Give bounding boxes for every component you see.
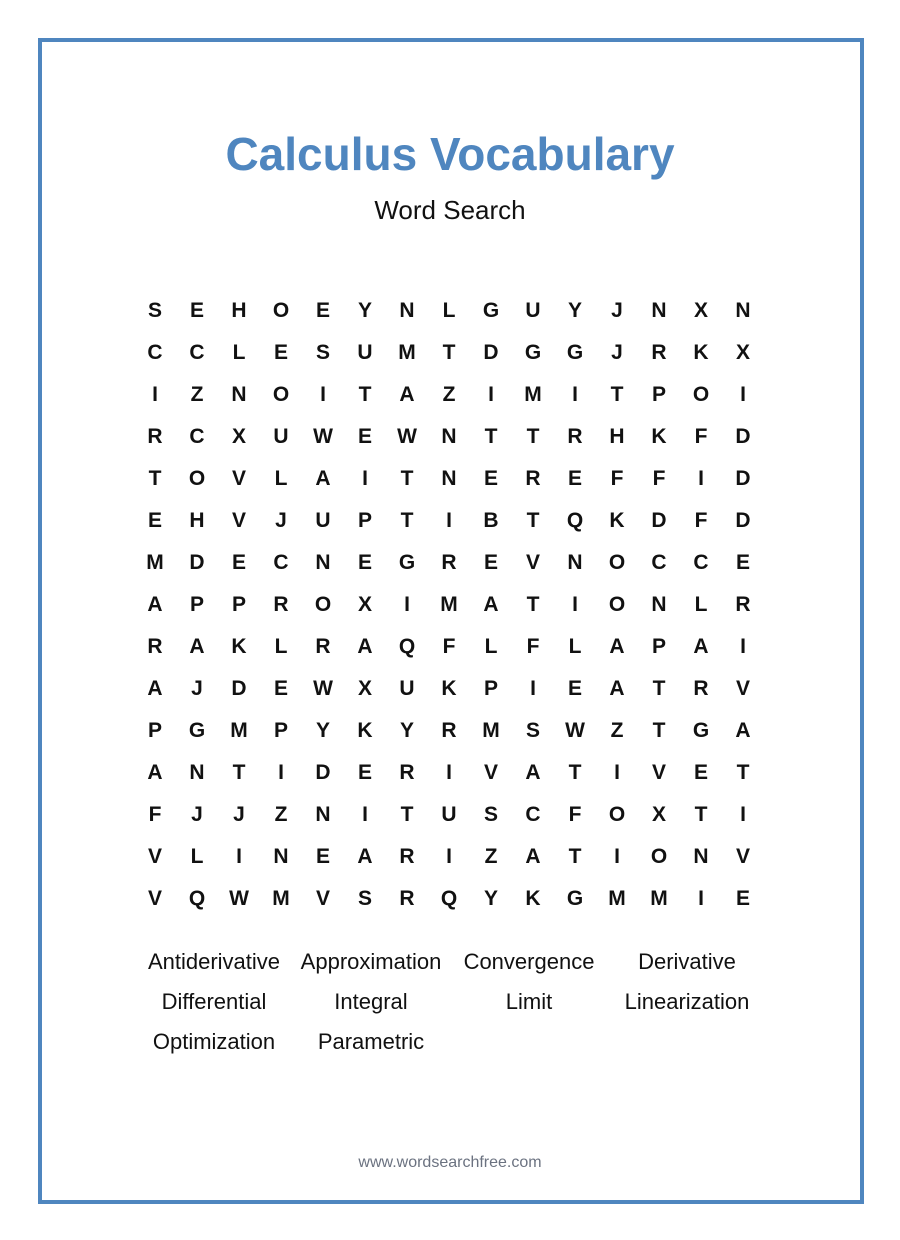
grid-cell[interactable]: R xyxy=(273,593,289,616)
grid-cell[interactable]: N xyxy=(651,299,667,322)
grid-cell[interactable]: I xyxy=(698,887,704,910)
grid-cell[interactable]: E xyxy=(357,425,372,448)
grid-cell[interactable]: K xyxy=(525,887,541,910)
grid-cell[interactable]: I xyxy=(236,845,242,868)
grid-cell[interactable]: N xyxy=(315,803,331,826)
grid-cell[interactable]: C xyxy=(525,803,541,826)
grid-cell[interactable]: O xyxy=(272,383,290,406)
grid-cell[interactable]: O xyxy=(314,593,332,616)
grid-cell[interactable]: N xyxy=(735,299,751,322)
grid-cell[interactable]: O xyxy=(650,845,668,868)
grid-cell[interactable]: R xyxy=(147,425,163,448)
grid-cell[interactable]: F xyxy=(148,803,162,826)
grid-cell[interactable]: N xyxy=(567,551,583,574)
grid-cell[interactable]: T xyxy=(568,845,582,868)
grid-cell[interactable]: I xyxy=(614,845,620,868)
grid-cell[interactable]: L xyxy=(568,635,582,658)
grid-cell[interactable]: P xyxy=(357,509,372,532)
grid-cell[interactable]: D xyxy=(735,425,751,448)
grid-cell[interactable]: S xyxy=(315,341,330,364)
word-list xyxy=(136,942,766,1062)
grid-cell[interactable]: V xyxy=(231,509,246,532)
grid-cell[interactable]: R xyxy=(525,467,541,490)
grid-cell[interactable]: T xyxy=(400,467,414,490)
grid-cell[interactable]: V xyxy=(525,551,540,574)
grid-cell[interactable]: P xyxy=(483,677,498,700)
grid-cell[interactable]: T xyxy=(484,425,498,448)
grid-cell[interactable]: G xyxy=(398,551,416,574)
grid-cell[interactable]: I xyxy=(278,761,284,784)
grid-cell[interactable]: M xyxy=(482,719,500,742)
grid-cell[interactable]: A xyxy=(147,677,163,700)
grid-cell[interactable]: Y xyxy=(315,719,330,742)
grid-cell[interactable]: I xyxy=(320,383,326,406)
grid-cell[interactable]: R xyxy=(735,593,751,616)
grid-cell[interactable]: C xyxy=(147,341,163,364)
grid-cell[interactable]: T xyxy=(694,803,708,826)
grid-cell[interactable]: D xyxy=(483,341,499,364)
grid-cell[interactable]: I xyxy=(404,593,410,616)
word-list-item: Integral xyxy=(334,989,408,1014)
grid-cell[interactable]: Y xyxy=(357,299,372,322)
grid-cell[interactable]: A xyxy=(147,761,163,784)
grid-cell[interactable]: T xyxy=(526,593,540,616)
grid-cell[interactable]: M xyxy=(524,383,542,406)
grid-cell[interactable]: M xyxy=(440,593,458,616)
grid-cell[interactable]: E xyxy=(315,845,330,868)
grid-cell[interactable]: M xyxy=(146,551,164,574)
grid-cell[interactable]: N xyxy=(231,383,247,406)
letter-grid xyxy=(134,290,764,920)
grid-cell[interactable]: I xyxy=(446,761,452,784)
grid-cell[interactable]: E xyxy=(315,299,330,322)
grid-cell[interactable]: E xyxy=(483,467,498,490)
grid-cell[interactable]: D xyxy=(735,509,751,532)
grid-cell[interactable]: U xyxy=(315,509,331,532)
grid-cell[interactable]: Z xyxy=(484,845,498,868)
grid-cell[interactable]: T xyxy=(358,383,372,406)
grid-cell[interactable]: A xyxy=(735,719,751,742)
grid-cell[interactable]: I xyxy=(362,467,368,490)
grid-cell[interactable]: R xyxy=(651,341,667,364)
grid-cell[interactable]: X xyxy=(231,425,246,448)
grid-cell[interactable]: T xyxy=(526,509,540,532)
grid-cell[interactable]: K xyxy=(609,509,625,532)
grid-cell[interactable]: E xyxy=(357,761,372,784)
grid-cell[interactable]: T xyxy=(610,383,624,406)
grid-cell[interactable]: E xyxy=(189,299,204,322)
grid-cell[interactable]: R xyxy=(441,551,457,574)
grid-cell[interactable]: G xyxy=(482,299,500,322)
grid-cell[interactable]: P xyxy=(273,719,288,742)
grid-cell[interactable]: M xyxy=(272,887,290,910)
grid-cell[interactable]: A xyxy=(525,761,541,784)
grid-cell[interactable]: O xyxy=(692,383,710,406)
grid-cell[interactable]: G xyxy=(566,887,584,910)
grid-cell[interactable]: C xyxy=(189,425,205,448)
grid-cell[interactable]: D xyxy=(651,509,667,532)
grid-cell[interactable]: X xyxy=(651,803,666,826)
grid-cell[interactable]: W xyxy=(313,677,333,700)
grid-cell[interactable]: I xyxy=(740,803,746,826)
grid-cell[interactable]: K xyxy=(651,425,667,448)
grid-cell[interactable]: U xyxy=(357,341,373,364)
word-list-item: Approximation xyxy=(300,949,442,974)
word-list-item: Linearization xyxy=(624,989,750,1014)
grid-cell[interactable]: E xyxy=(567,677,582,700)
grid-cell[interactable]: F xyxy=(568,803,582,826)
grid-cell[interactable]: G xyxy=(188,719,206,742)
grid-cell[interactable]: E xyxy=(735,551,750,574)
grid-cell[interactable]: T xyxy=(526,425,540,448)
grid-cell[interactable]: H xyxy=(189,509,205,532)
grid-cell[interactable]: V xyxy=(735,845,750,868)
grid-cell[interactable]: K xyxy=(357,719,373,742)
grid-cell[interactable]: D xyxy=(315,761,331,784)
grid-cell[interactable]: G xyxy=(692,719,710,742)
grid-cell[interactable]: U xyxy=(525,299,541,322)
grid-cell[interactable]: Z xyxy=(610,719,624,742)
grid-cell[interactable]: J xyxy=(233,803,245,826)
grid-cell[interactable]: O xyxy=(188,467,206,490)
grid-cell[interactable]: J xyxy=(191,677,203,700)
grid-cell[interactable]: M xyxy=(398,341,416,364)
grid-cell[interactable]: M xyxy=(650,887,668,910)
page-subtitle: Word Search xyxy=(374,195,526,225)
grid-cell[interactable]: A xyxy=(189,635,205,658)
grid-cell[interactable]: I xyxy=(362,803,368,826)
grid-cell[interactable]: V xyxy=(147,845,162,868)
grid-cell[interactable]: T xyxy=(652,677,666,700)
grid-cell[interactable]: J xyxy=(275,509,287,532)
grid-cell[interactable]: W xyxy=(313,425,333,448)
grid-cell[interactable]: C xyxy=(651,551,667,574)
grid-cell[interactable]: R xyxy=(399,845,415,868)
grid-cell[interactable]: T xyxy=(232,761,246,784)
grid-cell[interactable]: Q xyxy=(566,509,584,532)
grid-cell[interactable]: F xyxy=(442,635,456,658)
grid-cell[interactable]: I xyxy=(152,383,158,406)
grid-cell[interactable]: A xyxy=(609,677,625,700)
grid-cell[interactable]: S xyxy=(483,803,498,826)
grid-cell[interactable]: C xyxy=(189,341,205,364)
grid-cell[interactable]: T xyxy=(568,761,582,784)
grid-cell[interactable]: F xyxy=(526,635,540,658)
grid-cell[interactable]: D xyxy=(189,551,205,574)
grid-cell[interactable]: I xyxy=(572,593,578,616)
grid-cell[interactable]: L xyxy=(274,467,288,490)
grid-cell[interactable]: I xyxy=(530,677,536,700)
grid-cell[interactable]: S xyxy=(525,719,540,742)
grid-cell[interactable]: O xyxy=(608,593,626,616)
grid-cell[interactable]: Z xyxy=(190,383,204,406)
grid-cell[interactable]: N xyxy=(651,593,667,616)
grid-cell[interactable]: X xyxy=(735,341,750,364)
grid-cell[interactable]: I xyxy=(572,383,578,406)
grid-cell[interactable]: A xyxy=(357,845,373,868)
grid-cell[interactable]: N xyxy=(399,299,415,322)
grid-cell[interactable]: Z xyxy=(274,803,288,826)
grid-cell[interactable]: A xyxy=(147,593,163,616)
grid-cell[interactable]: H xyxy=(609,425,625,448)
grid-cell[interactable]: R xyxy=(315,635,331,658)
grid-cell[interactable]: R xyxy=(399,761,415,784)
grid-cell[interactable]: C xyxy=(273,551,289,574)
grid-cell[interactable]: A xyxy=(483,593,499,616)
word-list-item: Antiderivative xyxy=(147,949,281,974)
grid-cell[interactable]: U xyxy=(399,677,415,700)
grid-cell[interactable]: O xyxy=(608,803,626,826)
grid-cell[interactable]: N xyxy=(273,845,289,868)
grid-cell[interactable]: V xyxy=(735,677,750,700)
grid-cell[interactable]: V xyxy=(231,467,246,490)
grid-cell[interactable]: Q xyxy=(440,887,458,910)
grid-cell[interactable]: V xyxy=(483,761,498,784)
word-list-item: Optimization xyxy=(152,1029,276,1054)
grid-cell[interactable]: A xyxy=(609,635,625,658)
grid-cell[interactable]: N xyxy=(441,425,457,448)
grid-cell[interactable]: J xyxy=(611,299,623,322)
grid-cell[interactable]: E xyxy=(273,677,288,700)
grid-cell[interactable]: D xyxy=(735,467,751,490)
footer-site[interactable]: www.wordsearchfree.com xyxy=(358,1154,542,1171)
grid-cell[interactable]: E xyxy=(567,467,582,490)
grid-cell[interactable]: X xyxy=(357,677,372,700)
grid-cell[interactable]: T xyxy=(652,719,666,742)
page-title: Calculus Vocabulary xyxy=(225,128,675,180)
grid-cell[interactable]: E xyxy=(147,509,162,532)
grid-cell[interactable]: D xyxy=(231,677,247,700)
grid-cell[interactable]: Y xyxy=(399,719,414,742)
grid-cell[interactable]: P xyxy=(651,635,666,658)
grid-cell[interactable]: L xyxy=(274,635,288,658)
grid-cell[interactable]: N xyxy=(189,761,205,784)
grid-cell[interactable]: W xyxy=(229,887,249,910)
grid-cell[interactable]: E xyxy=(483,551,498,574)
grid-cell[interactable]: Y xyxy=(567,299,582,322)
grid-cell[interactable]: F xyxy=(694,509,708,532)
grid-cell[interactable]: L xyxy=(484,635,498,658)
grid-cell[interactable]: S xyxy=(357,887,372,910)
grid-cell[interactable]: U xyxy=(441,803,457,826)
grid-cell[interactable]: X xyxy=(693,299,708,322)
grid-cell[interactable]: T xyxy=(400,509,414,532)
grid-cell[interactable]: O xyxy=(608,551,626,574)
word-list-item: Limit xyxy=(505,989,553,1014)
grid-cell[interactable]: Y xyxy=(483,887,498,910)
grid-cell[interactable]: P xyxy=(189,593,204,616)
grid-cell[interactable]: L xyxy=(190,845,204,868)
grid-cell[interactable]: U xyxy=(273,425,289,448)
grid-cell[interactable]: I xyxy=(614,761,620,784)
grid-cell[interactable]: P xyxy=(651,383,666,406)
word-list-item: Convergence xyxy=(463,949,595,974)
grid-cell[interactable]: V xyxy=(651,761,666,784)
grid-cell[interactable]: I xyxy=(740,383,746,406)
word-list-item: Differential xyxy=(161,989,267,1014)
grid-cell[interactable]: A xyxy=(525,845,541,868)
grid-cell[interactable]: R xyxy=(567,425,583,448)
grid-cell[interactable]: K xyxy=(231,635,247,658)
grid-cell[interactable]: E xyxy=(357,551,372,574)
grid-cell[interactable]: A xyxy=(357,635,373,658)
grid-cell[interactable]: Q xyxy=(188,887,206,910)
grid-cell[interactable]: I xyxy=(740,635,746,658)
grid-cell[interactable]: P xyxy=(231,593,246,616)
grid-cell[interactable]: W xyxy=(397,425,417,448)
grid-cell[interactable]: M xyxy=(608,887,626,910)
grid-cell[interactable]: J xyxy=(191,803,203,826)
grid-cell[interactable]: A xyxy=(399,383,415,406)
grid-cell[interactable]: I xyxy=(488,383,494,406)
grid-cell[interactable]: R xyxy=(693,677,709,700)
grid-cell[interactable]: E xyxy=(273,341,288,364)
grid-cell[interactable]: N xyxy=(693,845,709,868)
grid-cell[interactable]: W xyxy=(565,719,585,742)
grid-cell[interactable]: B xyxy=(483,509,499,532)
grid-cell[interactable]: O xyxy=(272,299,290,322)
grid-cell[interactable]: T xyxy=(736,761,750,784)
grid-cell[interactable]: Q xyxy=(398,635,416,658)
grid-cell[interactable]: G xyxy=(566,341,584,364)
grid-cell[interactable]: T xyxy=(400,803,414,826)
grid-cell[interactable]: Z xyxy=(442,383,456,406)
grid-cell[interactable]: L xyxy=(442,299,456,322)
grid-cell[interactable]: E xyxy=(693,761,708,784)
grid-cell[interactable]: E xyxy=(231,551,246,574)
grid-cell[interactable]: F xyxy=(694,425,708,448)
grid-cell[interactable]: I xyxy=(446,845,452,868)
grid-cell[interactable]: R xyxy=(147,635,163,658)
grid-cell[interactable]: C xyxy=(693,551,709,574)
grid-cell[interactable]: T xyxy=(148,467,162,490)
grid-cell[interactable]: R xyxy=(399,887,415,910)
grid-cell[interactable]: E xyxy=(735,887,750,910)
grid-cell[interactable]: G xyxy=(524,341,542,364)
grid-cell[interactable]: K xyxy=(441,677,457,700)
grid-cell[interactable]: V xyxy=(147,887,162,910)
grid-cell[interactable]: S xyxy=(147,299,162,322)
word-list-item: Derivative xyxy=(638,949,736,974)
grid-cell[interactable]: L xyxy=(232,341,246,364)
grid-cell[interactable]: F xyxy=(610,467,624,490)
grid-cell[interactable]: F xyxy=(652,467,666,490)
word-list-item: Parametric xyxy=(317,1029,425,1054)
grid-cell[interactable]: L xyxy=(694,593,708,616)
grid-cell[interactable]: A xyxy=(693,635,709,658)
grid-cell[interactable]: J xyxy=(611,341,623,364)
grid-cell[interactable]: V xyxy=(315,887,330,910)
grid-cell[interactable]: K xyxy=(693,341,709,364)
grid-cell[interactable]: M xyxy=(230,719,248,742)
grid-cell[interactable]: P xyxy=(147,719,162,742)
grid-cell[interactable]: X xyxy=(357,593,372,616)
grid-cell[interactable]: R xyxy=(441,719,457,742)
grid-cell[interactable]: T xyxy=(442,341,456,364)
grid-cell[interactable]: N xyxy=(441,467,457,490)
grid-cell[interactable]: N xyxy=(315,551,331,574)
grid-cell[interactable]: A xyxy=(315,467,331,490)
grid-cell[interactable]: H xyxy=(231,299,247,322)
grid-cell[interactable]: I xyxy=(446,509,452,532)
grid-cell[interactable]: I xyxy=(698,467,704,490)
